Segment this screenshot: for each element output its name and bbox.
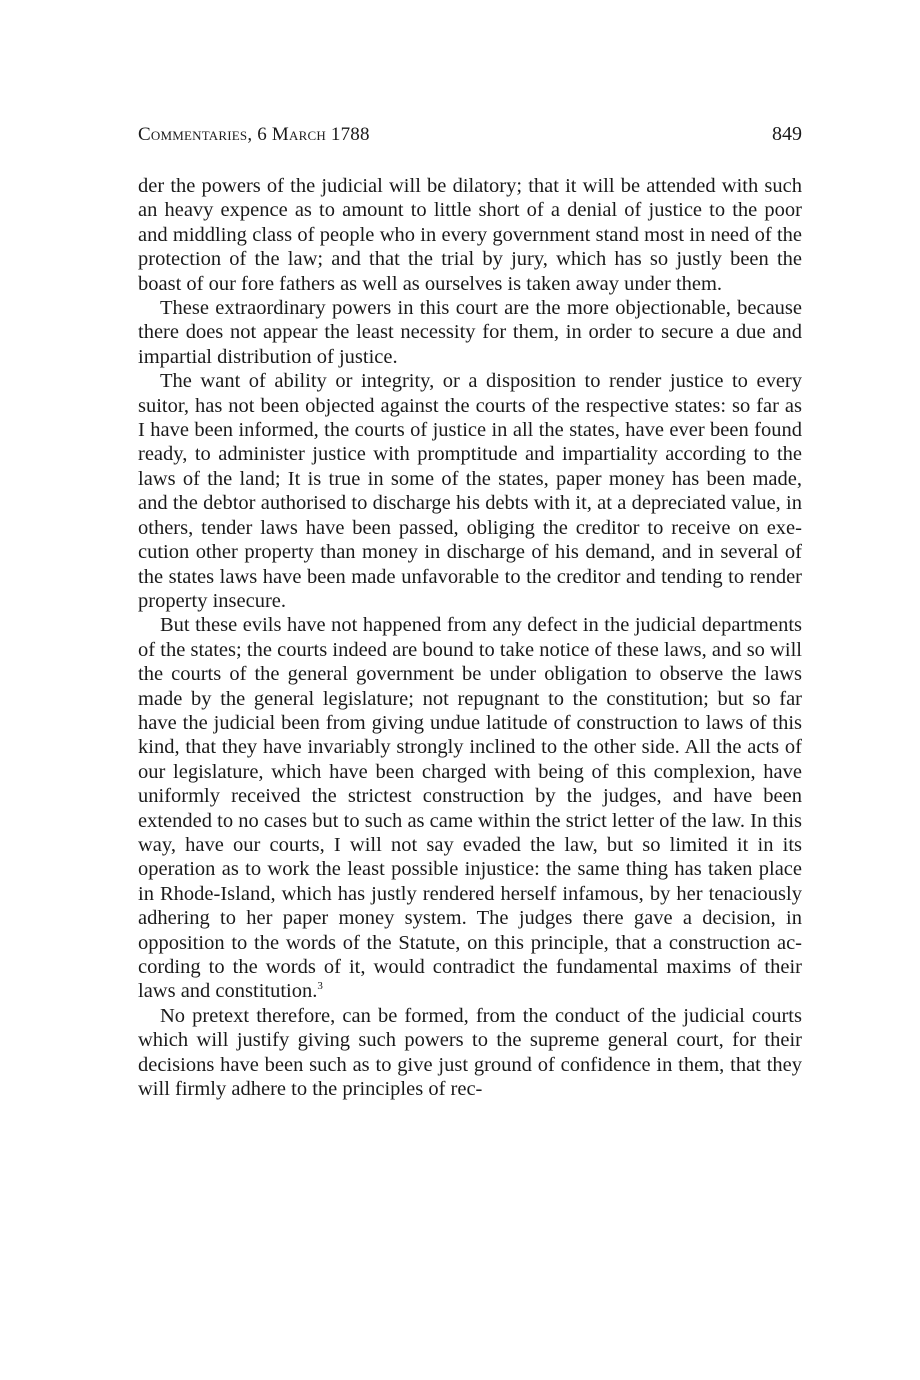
paragraph-2 bbox=[138, 296, 802, 369]
paragraph-3-text: The want of ability or integrity, or a disposition to render justice to every suitor, has not been objected against the courts of the respective states: so far as I have been informed, the courts of justice in all the states, have ever been found ready, to administer justice with promptitude and impartiality according to the laws of the land; It is true in some of the states, paper money has been made, and the debtor authorised to discharge his debts with it, at a depreciated value, in others, tender laws have been passed, obliging the creditor to receive on execution other property than money in discharge of his demand, and in several of the states laws have been made unfavorable to the creditor and tending to render property insecure. bbox=[138, 370, 802, 612]
page-number: 849 bbox=[772, 123, 802, 145]
paragraph-1-text: der the powers of the judicial will be dilatory; that it will be attended with such an heavy expence as to amount to little short of a denial of justice to the poor and middling class of people who in every government stand most in need of the protection of the law; and that the trial by jury, which has so justly been the boast of our fore fathers as well as ourselves is taken away under them. bbox=[138, 175, 802, 295]
paragraph-5-text: No pretext therefore, can be formed, from the conduct of the judicial courts which will justify giving such powers to the supreme general court, for their decisions have been such as to give just ground of confidence in them, that they will firmly adhere to the principles of rec- bbox=[138, 1004, 802, 1101]
body-text bbox=[138, 174, 802, 1101]
paragraph-4-text: But these evils have not happened from any defect in the judicial departments of the states; the courts indeed are bound to take notice of these laws, and so will the courts of the general government be under obligation to observe the laws made by the general legislature; not repugnant to the constitution; but so far have the judicial been from giving undue latitude of construction to laws of this kind, that they have invariably strongly inclined to the other side. All the acts of our legislature, which have been charged with being of this complexion, have uniformly received the strictest construction by the judges, and have been extended to no cases but to such as came within the strict letter of the law. In this way, have our courts, I will not say evaded the law, but so limited it in its operation as to work the least possible injustice: the same thing has taken place in Rhode-Island, which has justly rendered herself infamous, by her tenaciously adhering to her paper money system. The judges there gave a decision, in opposition to the words of the Statute, on this principle, that a construction according to the words of it, would contradict the fundamental maxims of their laws and constitution. bbox=[138, 614, 802, 1003]
running-head bbox=[138, 118, 802, 150]
paragraph-3 bbox=[138, 369, 802, 613]
paragraph-2-text: These extraordinary powers in this court are the more objectionable, because there does not appear the least necessity for them, in order to secure a due and impartial distribution of justice. bbox=[138, 297, 802, 368]
paragraph-5 bbox=[138, 1004, 802, 1102]
running-head-title: Commentaries, 6 March 1788 bbox=[138, 124, 370, 145]
paragraph-4 bbox=[138, 613, 802, 1004]
document-page bbox=[138, 118, 802, 1101]
footnote-reference[interactable]: 3 bbox=[317, 980, 323, 993]
paragraph-1 bbox=[138, 174, 802, 296]
